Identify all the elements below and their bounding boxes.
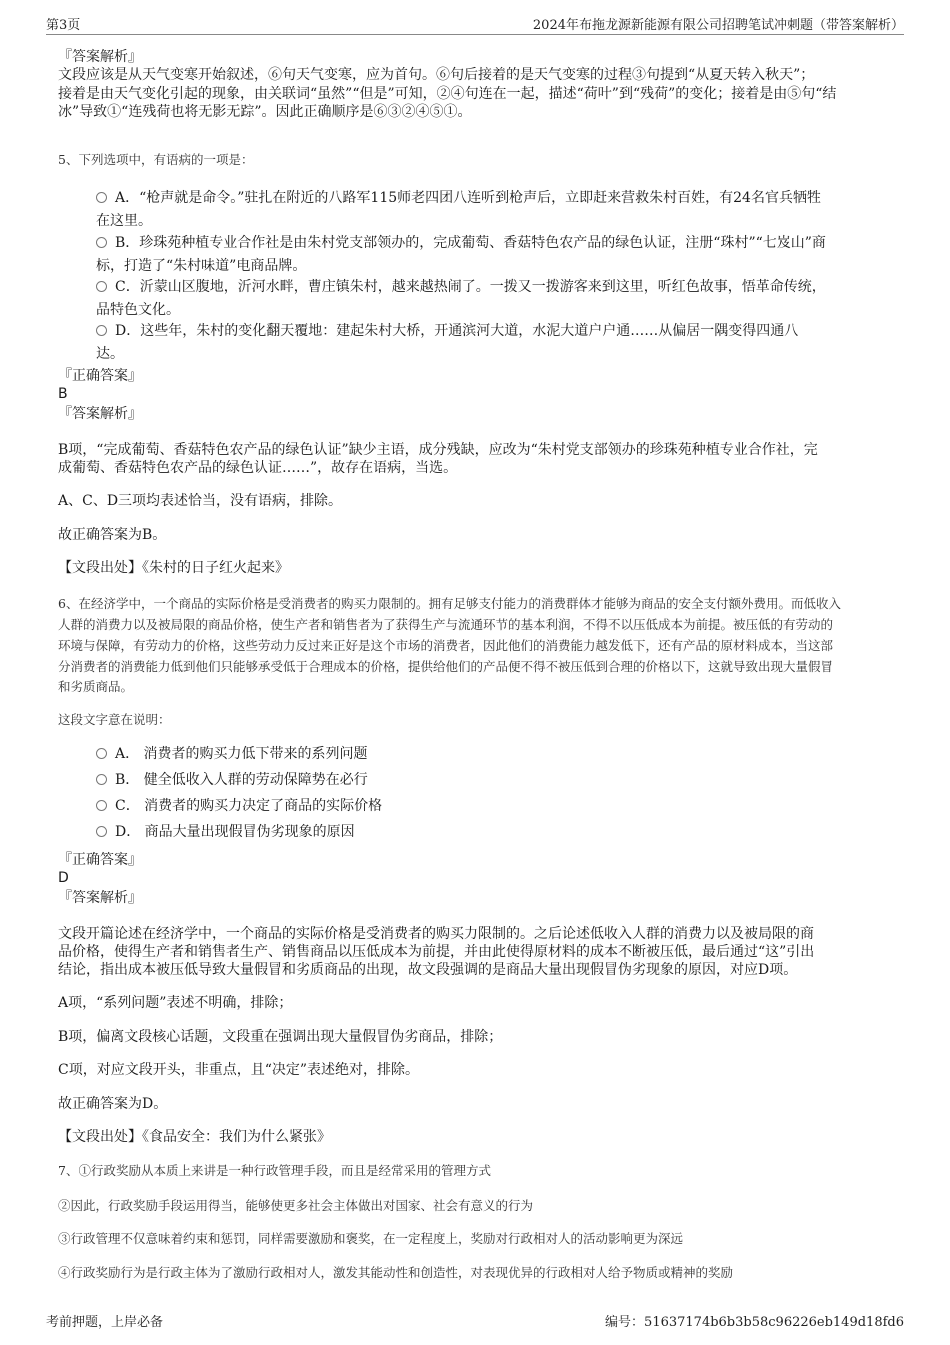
radio-button[interactable] (96, 774, 107, 785)
q6-correct-label: 『正确答案』 (58, 852, 142, 868)
q7-line: ②因此，行政奖励手段运用得当，能够使更多社会主体做出对国家、社会有意义的行为 (58, 1198, 534, 1213)
page-footer (46, 1311, 904, 1333)
q5-correct-label: 『正确答案』 (58, 368, 142, 384)
page-header (46, 12, 904, 35)
option-text: B．珍珠苑种植专业合作社是由朱村党支部领办的，完成葡萄、香菇特色农产品的绿色认证，注册“珠村”“七岌山”商 (115, 235, 826, 251)
q5-analysis-label: 『答案解析』 (58, 406, 142, 422)
q6-analysis-line: 品价格，使得生产者和销售者生产、销售商品以压低成本为前提，并由此使得原材料的成本不断被压低，最后通过“这”引出 (58, 944, 815, 960)
page-number: 第3页 (46, 18, 81, 33)
q5-option-c[interactable] (96, 276, 886, 322)
q5-analysis-line: A、C、D三项均表述恰当，没有语病，排除。 (58, 493, 343, 509)
q6-source: 【文段出处】《食品安全：我们为什么紧张》 (58, 1129, 331, 1145)
q6-stem-line: 环境与保障，有劳动力的价格，这些劳动力反过来正好是这个市场的消费者，因此他们的消费能力越发低下，还有产品的原材料成本，当这部 (58, 638, 834, 653)
radio-button[interactable] (96, 281, 107, 292)
footer-note: 考前押题，上岸必备 (46, 1315, 164, 1330)
prev-analysis-label: 『答案解析』 (58, 49, 142, 65)
q7-line: 7、①行政奖励从本质上来讲是一种行政管理手段，而且是经常采用的管理方式 (58, 1163, 491, 1178)
q6-analysis-line: 文段开篇论述在经济学中，一个商品的实际价格是受消费者的购买力限制的。之后论述低收入人群的消费力以及被局限的商 (58, 926, 814, 942)
prev-analysis-line: 接着是由天气变化引起的现象，由关联词“虽然”“但是”可知，②④句连在一起，描述“荷叶”到“残荷”的变化；接着是由⑤句“结 (58, 86, 837, 102)
q6-option-b[interactable] (96, 769, 886, 792)
option-text: C．沂蒙山区腹地，沂河水畔，曹庄镇朱村，越来越热闹了。一拨又一拨游客来到这里，听红色故事，悟革命传统， (115, 279, 826, 295)
q6-analysis-final: 故正确答案为D。 (58, 1096, 168, 1112)
q6-analysis-label: 『答案解析』 (58, 890, 142, 906)
q5-option-b[interactable] (96, 232, 886, 278)
q5-analysis-line: B项，“完成葡萄、香菇特色农产品的绿色认证”缺少主语，成分残缺，应改为“朱村党支部领办的珍珠苑种植专业合作社，完 (58, 442, 818, 458)
q6-option-c[interactable] (96, 795, 886, 818)
q6-analysis-b: B项，偏离文段核心话题，文段重在强调出现大量假冒伪劣商品，排除； (58, 1029, 503, 1045)
q6-stem-line: 和劣质商品。 (58, 679, 134, 694)
q6-prompt: 这段文字意在说明： (58, 712, 171, 727)
q6-stem-line: 分消费者的消费能力低到他们只能够承受低于合理成本的价格，提供给他们的产品便不得不被压低到合理的价格以下，这就导致出现大量假冒 (58, 659, 834, 674)
radio-button[interactable] (96, 800, 107, 811)
q6-stem-line: 6、在经济学中，一个商品的实际价格是受消费者的购买力限制的。拥有足够支付能力的消费群体才能够为商品的安全支付额外费用。而低收入 (58, 596, 841, 611)
option-text: D． 商品大量出现假冒伪劣现象的原因 (115, 824, 355, 840)
radio-button[interactable] (96, 826, 107, 837)
option-text: D．这些年，朱村的变化翻天覆地：建起朱村大桥，开通滨河大道，水泥大道户户通……从偏居一隅变得四通八 (115, 323, 799, 339)
document-code: 编号：51637174b6b3b58c96226eb149d18fd6 (605, 1315, 904, 1330)
q5-stem: 5、下列选项中，有语病的一项是： (58, 152, 254, 167)
option-text: A． 消费者的购买力低下带来的系列问题 (115, 746, 368, 762)
q6-correct-answer: D (58, 870, 69, 886)
option-text: C． 消费者的购买力决定了商品的实际价格 (115, 798, 383, 814)
prev-analysis-line: 文段应该是从天气变寒开始叙述，⑥句天气变寒，应为首句。⑥句后接着的是天气变寒的过程③句提到“从夏天转入秋天”； (58, 67, 815, 83)
option-text-cont: 品特色文化。 (96, 302, 180, 318)
q6-analysis-line: 结论，指出成本被压低导致大量假冒和劣质商品的出现，故文段强调的是商品大量出现假冒伪劣现象的原因，对应D项。 (58, 962, 798, 978)
q6-stem-line: 人群的消费力以及被局限的商品价格，使生产者和销售者为了获得生产与流通环节的基本利润，不得不以压低成本为前提。被压低的有劳动的 (58, 617, 834, 632)
prev-analysis-line: 冰”导致①“连残荷也将无影无踪”。因此正确顺序是⑥③②④⑤①。 (58, 104, 472, 120)
q7-line: ③行政管理不仅意味着约束和惩罚，同样需要激励和褒奖，在一定程度上，奖励对行政相对人的活动影响更为深远 (58, 1231, 684, 1246)
q5-analysis-line: 成葡萄、香菇特色农产品的绿色认证……”，故存在语病，当选。 (58, 460, 458, 476)
q7-line: ④行政奖励行为是行政主体为了激励行政相对人，激发其能动性和创造性，对表现优异的行政相对人给予物质或精神的奖励 (58, 1265, 734, 1280)
q5-analysis-line: 故正确答案为B。 (58, 527, 167, 543)
radio-button[interactable] (96, 748, 107, 759)
document-title: 2024年布拖龙源新能源有限公司招聘笔试冲刺题（带答案解析） (532, 18, 904, 33)
radio-button[interactable] (96, 192, 107, 203)
radio-button[interactable] (96, 237, 107, 248)
q6-analysis-c: C项，对应文段开头，非重点，且“决定”表述绝对，排除。 (58, 1062, 420, 1078)
option-text: A．“枪声就是命令。”驻扎在附近的八路军115师老四团八连听到枪声后，立即赶来营救朱村百姓，有24名官兵牺牲 (115, 190, 821, 206)
q5-option-a[interactable] (96, 187, 886, 233)
option-text-cont: 达。 (96, 346, 124, 362)
option-text-cont: 标，打造了“朱村味道”电商品牌。 (96, 258, 307, 274)
radio-button[interactable] (96, 325, 107, 336)
option-text: B． 健全低收入人群的劳动保障势在必行 (115, 772, 368, 788)
option-text-cont: 在这里。 (96, 213, 152, 229)
q5-source: 【文段出处】《朱村的日子红火起来》 (58, 560, 289, 576)
q6-analysis-a: A项，“系列问题”表述不明确，排除； (58, 995, 293, 1011)
q6-option-a[interactable] (96, 743, 886, 766)
q5-option-d[interactable] (96, 320, 886, 366)
q6-option-d[interactable] (96, 821, 886, 844)
q5-correct-answer: B (58, 386, 68, 402)
